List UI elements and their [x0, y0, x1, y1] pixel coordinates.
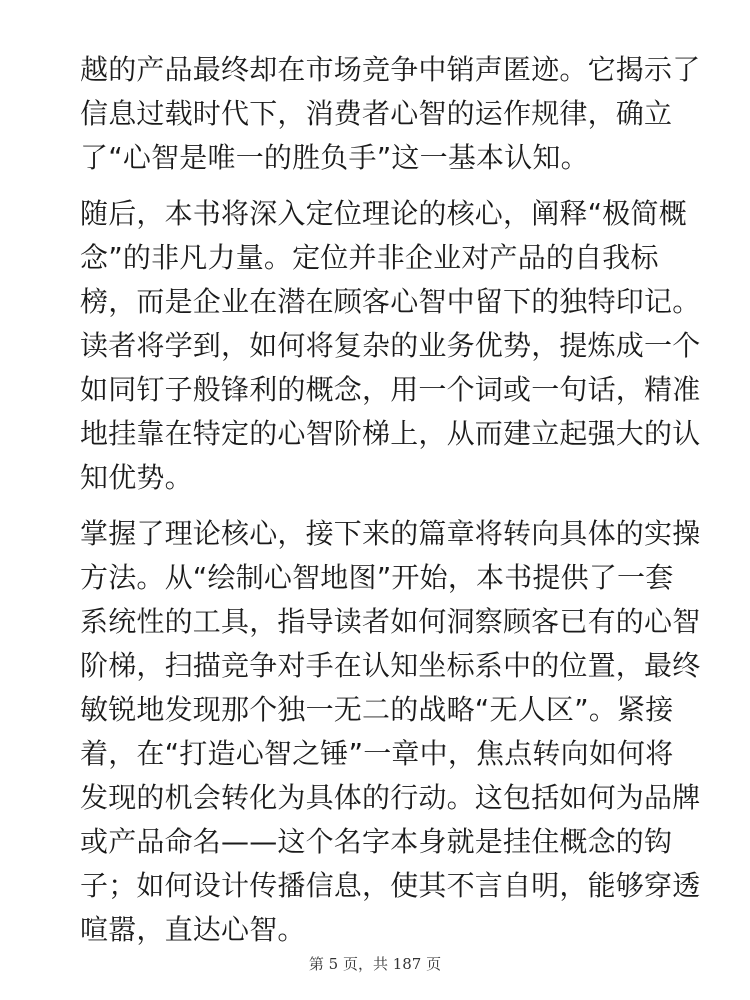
text-line: 或产品命名——这个名字本身就是挂住概念的钩	[80, 825, 673, 858]
text-line: 如同钉子般锋利的概念，用一个词或一句话，精准	[80, 373, 701, 406]
paragraph-1	[80, 48, 700, 180]
text-line: 发现的机会转化为具体的行动。这包括如何为品牌	[80, 781, 701, 814]
text-line: 系统性的工具，指导读者如何洞察顾客已有的心智	[80, 605, 701, 638]
text-line: 着，在“打造心智之锤”一章中，焦点转向如何将	[80, 737, 674, 770]
text-line: 越的产品最终却在市场竞争中销声匿迹。它揭示了	[80, 53, 701, 86]
text-line: 了“心智是唯一的胜负手”这一基本认知。	[80, 141, 589, 174]
text-line: 掌握了理论核心，接下来的篇章将转向具体的实操	[80, 517, 701, 550]
text-line: 知优势。	[80, 461, 193, 494]
text-line: 念”的非凡力量。定位并非企业对产品的自我标	[80, 241, 659, 274]
text-line: 随后，本书将深入定位理论的核心，阐释“极简概	[80, 197, 687, 230]
page-number: 第 5 页，共 187 页	[308, 955, 442, 973]
text-line: 子；如何设计传播信息，使其不言自明，能够穿透	[80, 869, 701, 902]
paragraph-2	[80, 192, 700, 500]
text-line: 敏锐地发现那个独一无二的战略“无人区”。紧接	[80, 693, 674, 726]
paragraph-3	[80, 512, 700, 952]
text-line: 信息过载时代下，消费者心智的运作规律，确立	[80, 97, 673, 130]
text-line: 榜，而是企业在潜在顾客心智中留下的独特印记。	[80, 285, 701, 318]
text-line: 地挂靠在特定的心智阶梯上，从而建立起强大的认	[80, 417, 701, 450]
text-line: 方法。从“绘制心智地图”开始，本书提供了一套	[80, 561, 674, 594]
page-body	[80, 48, 700, 964]
text-line: 阶梯，扫描竞争对手在认知坐标系中的位置，最终	[80, 649, 701, 682]
text-line: 喧嚣，直达心智。	[80, 913, 306, 946]
text-line: 读者将学到，如何将复杂的业务优势，提炼成一个	[80, 329, 701, 362]
